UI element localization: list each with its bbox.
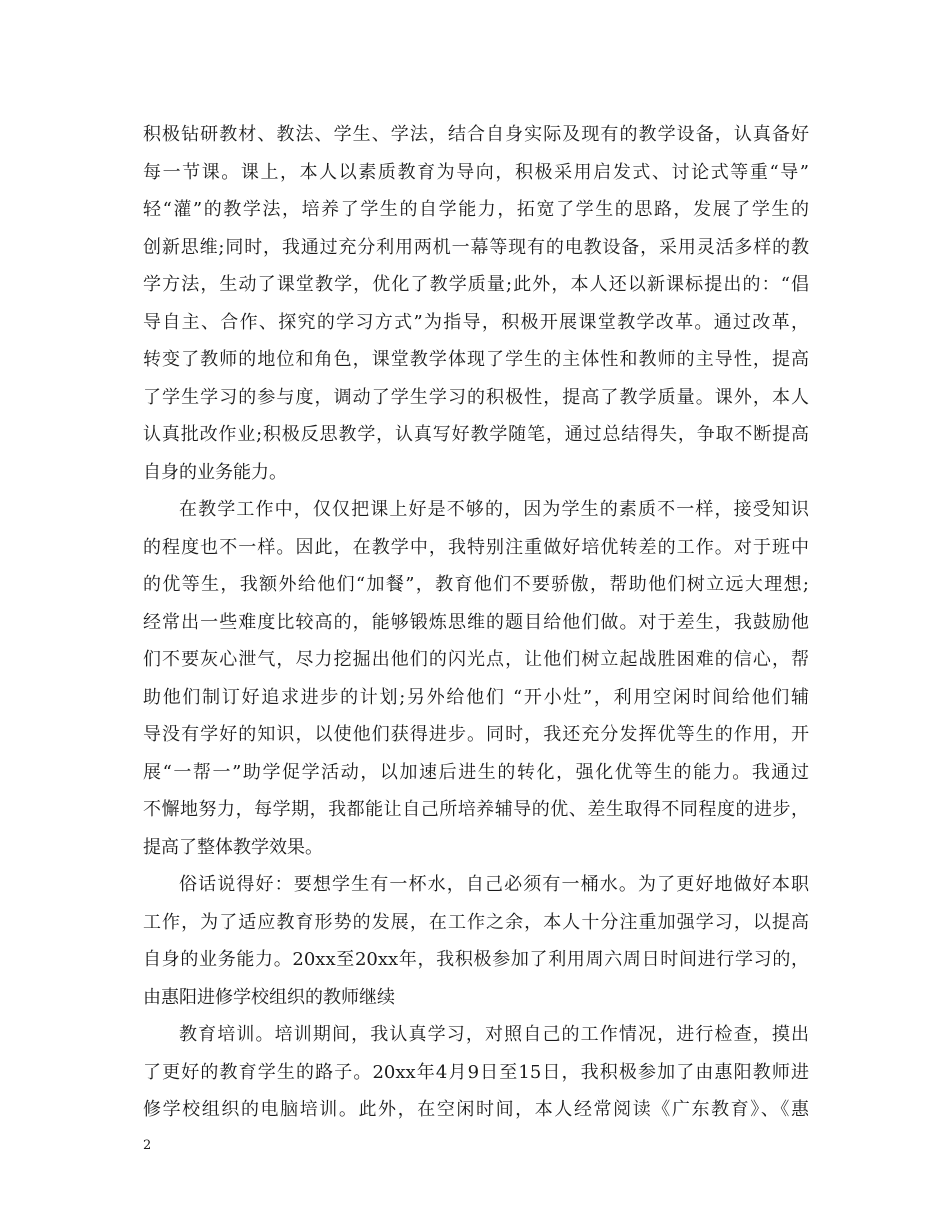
text-line: 的优等生，我额外给他们“加餐”，教育他们不要骄傲，帮助他们树立远大理想; [143, 574, 809, 595]
text-line: 导没有学好的知识，以使他们获得进步。同时，我还充分发挥优等生的作用，开 [143, 724, 809, 745]
text-line: 展“一帮一”助学促学活动，以加速后进生的转化，强化优等生的能力。我通过 [143, 761, 809, 783]
text-line: 学方法，生动了课堂教学，优化了教学质量;此外，本人还以新课标提出的：“倡 [143, 274, 809, 295]
text-line: 提高了整体教学效果。 [143, 836, 323, 858]
text-line: 自身的业务能力。20xx至20xx年，我积极参加了利用周六周日时间进行学习的， [143, 949, 809, 970]
text-line: 经常出一些难度比较高的，能够锻炼思维的题目给他们做。对于差生，我鼓励他 [143, 611, 809, 633]
text-line: 每一节课。课上，本人以素质教育为导向，积极采用启发式、讨论式等重“导” [143, 161, 809, 183]
text-line: 积极钻研教材、教法、学生、学法，结合自身实际及现有的教学设备，认真备好 [143, 124, 809, 145]
text-line: 轻“灌”的教学法，培养了学生的自学能力，拓宽了学生的思路，发展了学生的 [143, 199, 809, 220]
text-line: 创新思维;同时，我通过充分利用两机一幕等现有的电教设备，采用灵活多样的教 [143, 236, 809, 258]
paragraph-first-line: 教育培训。培训期间，我认真学习，对照自己的工作情况，进行检查，摸出 [179, 1024, 809, 1045]
text-line: 们不要灰心泄气，尽力挖掘出他们的闪光点，让他们树立起战胜困难的信心，帮 [143, 649, 809, 670]
text-line: 助他们制订好追求进步的计划;另外给他们 “开小灶”，利用空闲时间给他们辅 [143, 686, 809, 708]
text-line: 了学生学习的参与度，调动了学生学习的积极性，提高了教学质量。课外，本人 [143, 386, 809, 408]
text-line: 了更好的教育学生的路子。20xx年4月9日至15日，我积极参加了由惠阳教师进 [143, 1061, 809, 1083]
text-line: 认真批改作业;积极反思教学，认真写好教学随笔，通过总结得失，争取不断提高 [143, 424, 809, 445]
text-line: 转变了教师的地位和角色，课堂教学体现了学生的主体性和教师的主导性，提高 [143, 349, 809, 370]
text-line: 的程度也不一样。因此，在教学中，我特别注重做好培优转差的工作。对于班中 [143, 536, 809, 558]
text-line: 不懈地努力，每学期，我都能让自己所培养辅导的优、差生取得不同程度的进步， [143, 799, 809, 820]
text-line: 导自主、合作、探究的学习方式”为指导，积极开展课堂教学改革。通过改革， [143, 311, 809, 333]
text-line: 自身的业务能力。 [143, 461, 287, 483]
text-line: 工作，为了适应教育形势的发展，在工作之余，本人十分注重加强学习，以提高 [143, 911, 809, 933]
text-line: 由惠阳进修学校组织的教师继续 [143, 986, 395, 1008]
body-text [143, 116, 809, 1129]
page-number: 2 [143, 1138, 152, 1153]
paragraph-first-line: 俗话说得好：要想学生有一杯水，自己必须有一桶水。为了更好地做好本职 [179, 874, 809, 895]
paragraph-first-line: 在教学工作中，仅仅把课上好是不够的，因为学生的素质不一样，接受知识 [179, 499, 809, 520]
text-line: 修学校组织的电脑培训。此外，在空闲时间，本人经常阅读《广东教育》、《惠 [143, 1099, 809, 1120]
